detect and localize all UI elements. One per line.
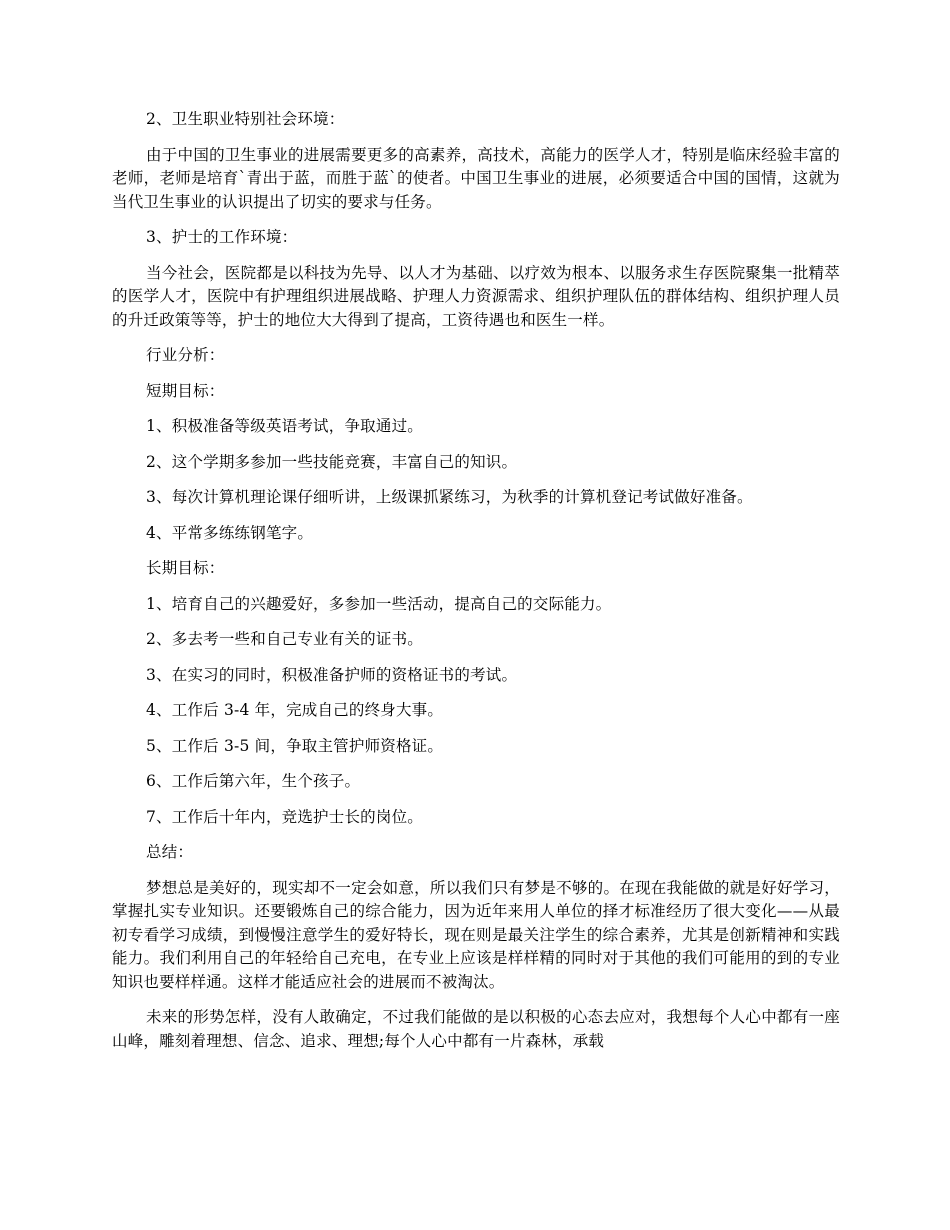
list-item-long-term-4: 4、工作后 3-4 年，完成自己的终身大事。 <box>146 701 444 719</box>
heading-summary: 总结： <box>146 843 194 861</box>
list-item-short-term-2: 2、这个学期多参加一些技能竞赛，丰富自己的知识。 <box>146 452 518 471</box>
heading-short-term-goals: 短期目标： <box>146 381 225 400</box>
heading-nurse-work-environment: 3、护士的工作环境： <box>146 228 298 246</box>
list-item-short-term-1: 1、积极准备等级英语考试，争取通过。 <box>146 417 423 435</box>
heading-industry-analysis: 行业分析： <box>146 346 225 364</box>
list-item-long-term-5: 5、工作后 3-5 间，争取主管护师资格证。 <box>146 736 444 755</box>
list-item-short-term-3: 3、每次计算机理论课仔细听讲，上级课抓紧练习，为秋季的计算机登记考试做好准备。 <box>146 488 753 506</box>
paragraph-dreams: 梦想总是美好的，现实却不一定会如意，所以我们只有梦是不够的。在现在我能做的就是好好学习，掌握扎实专业知识。还要锻炼自己的综合能力，因为近年来用人单位的择才标准经历了很大变化——从最初专看学习成绩，到慢慢注意学生的爱好特长，现在则是最关注学生的综合素养，尤其是创新精神和实践能力。我们利用自己的年轻给自己充电，在专业上应该是样样精的同时对于其他的我们可能用的到的专业知识也要样样通。这样才能适应社会的进展而不被淘汰。 <box>112 878 840 991</box>
list-item-long-term-3: 3、在实习的同时，积极准备护师的资格证书的考试。 <box>146 665 518 684</box>
list-item-short-term-4: 4、平常多练练钢笔字。 <box>146 523 314 542</box>
heading-social-environment: 2、卫生职业特别社会环境： <box>146 110 345 128</box>
document-page <box>112 108 840 1065</box>
paragraph-future: 未来的形势怎样，没有人敢确定，不过我们能做的是以积极的心态去应对，我想每个人心中都有一座山峰，雕刻着理想、信念、追求、理想;每个人心中都有一片森林，承载 <box>112 1008 840 1050</box>
list-item-long-term-2: 2、多去考一些和自己专业有关的证书。 <box>146 630 423 648</box>
paragraph-health-development: 由于中国的卫生事业的进展需要更多的高素养，高技术，高能力的医学人才，特别是临床经验丰富的老师，老师是培育`青出于蓝，而胜于蓝`的使者。中国卫生事业的进展，必须要适合中国的国情，这就为当代卫生事业的认识提出了切实的要求与任务。 <box>112 145 840 211</box>
list-item-long-term-1: 1、培育自己的兴趣爱好，多参加一些活动，提高自己的交际能力。 <box>146 594 612 613</box>
heading-long-term-goals: 长期目标： <box>146 559 225 577</box>
list-item-long-term-6: 6、工作后第六年，生个孩子。 <box>146 772 361 790</box>
list-item-long-term-7: 7、工作后十年内，竞选护士长的岗位。 <box>146 807 423 826</box>
paragraph-hospital-today: 当今社会，医院都是以科技为先导、以人才为基础、以疗效为根本、以服务求生存医院聚集一批精萃的医学人才，医院中有护理组织进展战略、护理人力资源需求、组织护理队伍的群体结构、组织护理人员的升迁政策等等，护士的地位大大得到了提高，工资待遇也和医生一样。 <box>112 263 840 329</box>
